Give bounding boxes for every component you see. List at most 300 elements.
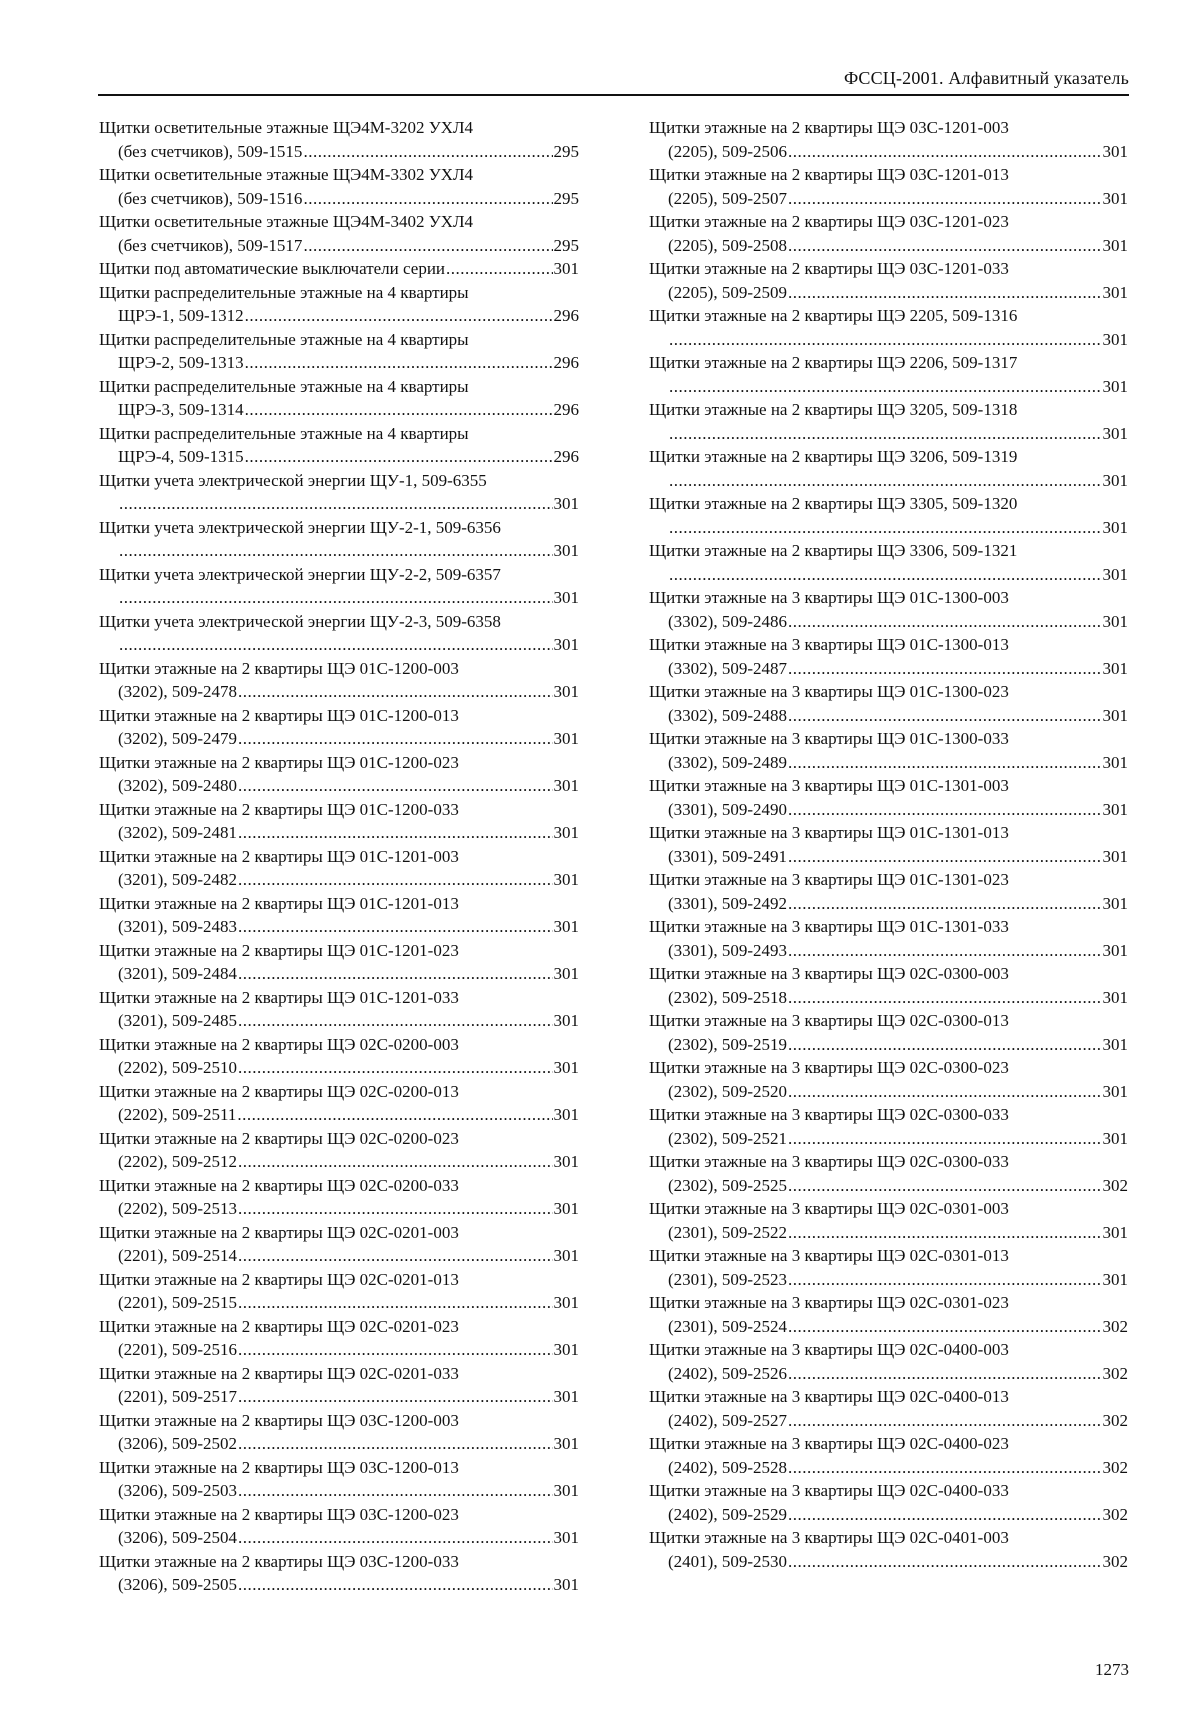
index-entry-code: (2302), 509-2519 (668, 1034, 787, 1054)
index-entry-code: (3206), 509-2504 (118, 1528, 237, 1547)
index-entry-page: 301 (1102, 1081, 1128, 1101)
dot-leader (303, 187, 552, 211)
index-entry-code: (3301), 509-2492 (668, 893, 787, 913)
index-entry-page: 302 (1102, 1175, 1128, 1195)
index-entry (99, 986, 579, 1033)
index-entry-page: 301 (553, 1105, 579, 1124)
dot-leader (788, 657, 1102, 681)
dot-leader (119, 492, 553, 516)
dot-leader (788, 986, 1102, 1010)
index-entry-title: Щитки этажные на 2 квартиры ЩЭ 02С-0200-033 (99, 1175, 459, 1195)
index-entry-title: Щитки этажные на 2 квартиры ЩЭ 02С-0201-023 (99, 1316, 459, 1336)
index-entry-page: 302 (1102, 1457, 1128, 1477)
index-entry (99, 1268, 579, 1315)
index-entry-title: Щитки этажные на 2 квартиры ЩЭ 01С-1200-023 (99, 752, 459, 772)
index-entry-page: 301 (1102, 658, 1128, 678)
index-entry-page: 301 (553, 1293, 579, 1312)
index-entry-code: (2205), 509-2509 (668, 282, 787, 302)
index-entry-page: 301 (1102, 752, 1128, 772)
index-entry (99, 1174, 579, 1221)
dot-leader (788, 1033, 1102, 1057)
index-entry-page: 301 (553, 729, 579, 748)
index-entry-code: (без счетчиков), 509-1517 (118, 235, 303, 255)
dot-leader (303, 234, 552, 258)
index-entry (99, 516, 579, 563)
index-entry-code: (без счетчиков), 509-1516 (118, 188, 303, 208)
index-entry (649, 1385, 1128, 1432)
dot-leader (245, 304, 553, 328)
index-entry-page: 302 (1102, 1551, 1128, 1571)
index-entry-page: 301 (1102, 141, 1128, 161)
dot-leader (446, 257, 552, 281)
index-entry-title: Щитки этажные на 2 квартиры ЩЭ 02С-0201-013 (99, 1269, 459, 1289)
index-entry-page: 301 (553, 776, 579, 795)
dot-leader (119, 586, 553, 610)
index-entry-code: (2302), 509-2521 (668, 1128, 787, 1148)
index-entry-title: Щитки этажные на 2 квартиры ЩЭ 03С-1201-003 (649, 118, 1009, 137)
index-entry-title: Щитки этажные на 2 квартиры ЩЭ 01С-1201-023 (99, 940, 459, 960)
index-entry (99, 657, 579, 704)
index-entry-title: Щитки этажные на 2 квартиры ЩЭ 03С-1200-003 (99, 1410, 459, 1430)
index-entry (649, 821, 1128, 868)
index-entry-page: 301 (1102, 846, 1128, 866)
index-entry-title: Щитки этажные на 2 квартиры ЩЭ 01С-1200-003 (99, 658, 459, 678)
index-entry-page: 301 (1102, 564, 1128, 584)
index-entry-title: Щитки этажные на 2 квартиры ЩЭ 2206, 509-1317 (649, 353, 1018, 372)
index-entry-code: (3206), 509-2505 (118, 1575, 237, 1594)
index-entry-code: (3301), 509-2490 (668, 799, 787, 819)
dot-leader (303, 140, 552, 164)
index-entry (99, 1362, 579, 1409)
index-entry-page: 301 (1102, 282, 1128, 302)
index-entry-page: 301 (553, 870, 579, 889)
index-entry-page: 302 (1102, 1363, 1128, 1383)
index-entry (649, 1103, 1128, 1150)
page-header-title: ФССЦ-2001. Алфавитный указатель (843, 68, 1129, 88)
dot-leader (238, 868, 553, 892)
index-entry-title: Щитки этажные на 2 квартиры ЩЭ 2205, 509-1316 (649, 306, 1018, 325)
index-entry-title: Щитки осветительные этажные ЩЭ4М-3402 УХЛ4 (99, 212, 474, 231)
index-entry-title: Щитки этажные на 2 квартиры ЩЭ 03С-1201-033 (649, 259, 1009, 278)
index-entry-title: Щитки распределительные этажные на 4 квартиры (99, 329, 469, 349)
index-entry-code: (2202), 509-2510 (118, 1058, 237, 1077)
index-entry-title: Щитки этажные на 2 квартиры ЩЭ 01С-1201-003 (99, 846, 459, 866)
index-entry-title: Щитки распределительные этажные на 4 квартиры (99, 282, 469, 302)
index-entry-code: (2301), 509-2523 (668, 1269, 787, 1289)
index-entry (649, 915, 1128, 962)
index-entry-code: (2202), 509-2512 (118, 1152, 237, 1171)
index-entry-code: (2302), 509-2520 (668, 1081, 787, 1101)
index-entry-code: (2302), 509-2525 (668, 1175, 787, 1195)
index-entry-title: Щитки учета электрической энергии ЩУ-1, 509-6355 (99, 470, 487, 490)
dot-leader (788, 1080, 1102, 1104)
index-entry-page: 295 (553, 141, 579, 161)
index-entry-title: Щитки осветительные этажные ЩЭ4М-3202 УХЛ4 (99, 118, 474, 137)
index-entry (99, 751, 579, 798)
index-entry (649, 1526, 1128, 1573)
dot-leader (669, 563, 1102, 587)
index-entry-code: ЩРЭ-4, 509-1315 (118, 447, 244, 466)
dot-leader (788, 187, 1102, 211)
index-entry (649, 1009, 1128, 1056)
dot-leader (238, 1291, 553, 1315)
index-entry-title: Щитки распределительные этажные на 4 квартиры (99, 376, 469, 396)
index-entry-code: (3302), 509-2489 (668, 752, 787, 772)
index-entry-code: ЩРЭ-2, 509-1313 (118, 353, 244, 372)
dot-leader (238, 727, 553, 751)
index-entry-title: Щитки этажные на 3 квартиры ЩЭ 02С-0301-003 (649, 1199, 1009, 1218)
index-entry-page: 301 (553, 964, 579, 983)
index-entry (99, 1127, 579, 1174)
dot-leader (238, 1385, 553, 1409)
dot-leader (669, 516, 1102, 540)
index-entry-page: 301 (1102, 893, 1128, 913)
dot-leader (788, 1409, 1102, 1433)
index-entry-title: Щитки этажные на 3 квартиры ЩЭ 01С-1301-003 (649, 776, 1009, 795)
index-entry-title: Щитки этажные на 2 квартиры ЩЭ 01С-1201-033 (99, 987, 459, 1007)
dot-leader (238, 1009, 553, 1033)
index-entry-code: (2301), 509-2522 (668, 1222, 787, 1242)
index-entry (649, 116, 1128, 163)
index-entry (649, 539, 1128, 586)
index-entry-page: 301 (553, 259, 579, 278)
index-entry-page: 301 (1102, 1222, 1128, 1242)
index-entry (99, 1550, 579, 1597)
index-entry-code: (2402), 509-2526 (668, 1363, 787, 1383)
index-entry-code: (без счетчиков), 509-1515 (118, 141, 303, 161)
dot-leader (238, 774, 553, 798)
dot-leader (788, 798, 1102, 822)
index-entry-page: 301 (553, 1199, 579, 1218)
index-entry (649, 351, 1128, 398)
dot-leader (245, 445, 553, 469)
index-entry-title: Щитки этажные на 3 квартиры ЩЭ 01С-1300-003 (649, 588, 1009, 607)
index-entry-page: 295 (553, 235, 579, 255)
index-entry (649, 962, 1128, 1009)
index-entry (99, 163, 579, 210)
dot-leader (788, 1268, 1102, 1292)
dot-leader (238, 1244, 553, 1268)
dot-leader (788, 939, 1102, 963)
index-entry-page: 301 (1102, 376, 1128, 396)
dot-leader (788, 892, 1102, 916)
index-entry-title: Щитки этажные на 2 квартиры ЩЭ 03С-1201-023 (649, 212, 1009, 231)
index-entry-page: 301 (553, 1434, 579, 1453)
dot-leader (119, 633, 553, 657)
dot-leader (238, 1526, 553, 1550)
index-entry-page: 301 (1102, 705, 1128, 725)
index-entry-code: (2302), 509-2518 (668, 987, 787, 1007)
index-entry-page: 301 (1102, 799, 1128, 819)
index-entry (99, 1221, 579, 1268)
dot-leader (669, 375, 1102, 399)
dot-leader (669, 469, 1102, 493)
index-entry-code: (3201), 509-2484 (118, 964, 237, 983)
index-entry (99, 1033, 579, 1080)
index-entry-page: 302 (1102, 1316, 1128, 1336)
index-entry-page: 301 (553, 1575, 579, 1594)
dot-leader (788, 281, 1102, 305)
index-entry-code: (2202), 509-2513 (118, 1199, 237, 1218)
index-entry-page: 301 (1102, 940, 1128, 960)
index-entry-code: (3202), 509-2479 (118, 729, 237, 748)
index-entry-code: (3302), 509-2486 (668, 611, 787, 631)
page-number: 1273 (1095, 1660, 1129, 1679)
index-entry-page: 296 (553, 353, 579, 372)
index-entry (99, 375, 579, 422)
index-entry-page: 301 (1102, 611, 1128, 631)
index-entry-title: Щитки этажные на 3 квартиры ЩЭ 02С-0300-033 (649, 1152, 1009, 1171)
index-entry-title: Щитки этажные на 2 квартиры ЩЭ 02С-0200-013 (99, 1081, 459, 1101)
index-entry-title: Щитки этажные на 3 квартиры ЩЭ 02С-0401-003 (649, 1528, 1009, 1547)
index-entry (649, 680, 1128, 727)
index-entry-title: Щитки учета электрической энергии ЩУ-2-1, 509-6356 (99, 517, 501, 537)
dot-leader (238, 1197, 553, 1221)
dot-leader (238, 1338, 553, 1362)
index-entry-page: 301 (553, 1152, 579, 1171)
index-entry-title: Щитки этажные на 3 квартиры ЩЭ 01С-1300-023 (649, 682, 1009, 701)
index-entry-page: 301 (1102, 517, 1128, 537)
index-entry (649, 163, 1128, 210)
index-entry-page: 301 (553, 1058, 579, 1077)
index-entry-title: Щитки этажные на 2 квартиры ЩЭ 01С-1201-013 (99, 893, 459, 913)
index-entry-page: 301 (1102, 470, 1128, 490)
index-entry-code: (2201), 509-2514 (118, 1246, 237, 1265)
index-column-right (649, 116, 1128, 1573)
index-entry (649, 492, 1128, 539)
index-entry-title: Щитки этажные на 2 квартиры ЩЭ 03С-1200-033 (99, 1551, 459, 1571)
index-entry-code: (3302), 509-2487 (668, 658, 787, 678)
index-entry-code: (2201), 509-2516 (118, 1340, 237, 1359)
index-entry (99, 939, 579, 986)
index-entry (649, 774, 1128, 821)
index-entry-page: 301 (553, 917, 579, 936)
dot-leader (119, 539, 553, 563)
index-entry-title: Щитки этажные на 3 квартиры ЩЭ 02С-0300-023 (649, 1058, 1009, 1077)
index-entry (99, 798, 579, 845)
index-entry-page: 301 (1102, 423, 1128, 443)
index-entry-title: Щитки этажные на 3 квартиры ЩЭ 02С-0400-013 (649, 1387, 1009, 1406)
index-entry (99, 1456, 579, 1503)
dot-leader (788, 1550, 1102, 1574)
index-entry-title: Щитки распределительные этажные на 4 квартиры (99, 423, 469, 443)
index-entry (649, 257, 1128, 304)
index-entry-title: Щитки этажные на 3 квартиры ЩЭ 01С-1301-033 (649, 917, 1009, 936)
index-entry-code: (3206), 509-2503 (118, 1481, 237, 1500)
index-entry-title: Щитки этажные на 2 квартиры ЩЭ 3306, 509-1321 (649, 541, 1018, 560)
index-entry-page: 301 (1102, 235, 1128, 255)
index-entry-title: Щитки этажные на 3 квартиры ЩЭ 01С-1300-013 (649, 635, 1009, 654)
index-entry-code: (2202), 509-2511 (118, 1105, 237, 1124)
index-entry-title: Щитки этажные на 2 квартиры ЩЭ 3205, 509-1318 (649, 400, 1018, 419)
index-entry (649, 1479, 1128, 1526)
dot-leader (238, 1150, 553, 1174)
index-entry-title: Щитки этажные на 3 квартиры ЩЭ 02С-0301-013 (649, 1246, 1009, 1265)
index-entry-page: 301 (553, 541, 579, 560)
index-entry-title: Щитки этажные на 2 квартиры ЩЭ 3206, 509-1319 (649, 447, 1018, 466)
index-entry-title: Щитки этажные на 2 квартиры ЩЭ 03С-1200-023 (99, 1504, 459, 1524)
index-entry-page: 301 (553, 823, 579, 842)
index-entry-title: Щитки этажные на 2 квартиры ЩЭ 01С-1200-013 (99, 705, 459, 725)
dot-leader (788, 1315, 1102, 1339)
index-entry-title: Щитки этажные на 3 квартиры ЩЭ 01С-1301-013 (649, 823, 1009, 842)
index-entry-page: 301 (553, 1246, 579, 1265)
index-entry (99, 281, 579, 328)
index-entry-code: ЩРЭ-1, 509-1312 (118, 306, 244, 325)
index-entry-title: Щитки этажные на 2 квартиры ЩЭ 3305, 509-1320 (649, 494, 1018, 513)
dot-leader (238, 1479, 553, 1503)
index-entry-code: (2201), 509-2515 (118, 1293, 237, 1312)
page-header (98, 66, 1129, 96)
index-entry (649, 1197, 1128, 1244)
dot-leader (238, 680, 553, 704)
index-entry-page: 301 (553, 1340, 579, 1359)
index-entry-page: 301 (553, 635, 579, 654)
index-entry-page: 301 (1102, 1128, 1128, 1148)
index-entry-code: (3201), 509-2485 (118, 1011, 237, 1030)
dot-leader (788, 140, 1102, 164)
index-entry-page: 302 (1102, 1504, 1128, 1524)
index-entry-code: (2402), 509-2528 (668, 1457, 787, 1477)
index-entry (649, 633, 1128, 680)
index-entry-code: (2402), 509-2527 (668, 1410, 787, 1430)
index-entry (99, 1409, 579, 1456)
index-entry (99, 116, 579, 163)
index-entry-code: (2401), 509-2530 (668, 1551, 787, 1571)
index-entry (99, 845, 579, 892)
dot-leader (245, 398, 553, 422)
dot-leader (788, 751, 1102, 775)
index-entry-code: (3201), 509-2482 (118, 870, 237, 889)
dot-leader (669, 422, 1102, 446)
index-entry-title: Щитки этажные на 2 квартиры ЩЭ 02С-0200-023 (99, 1128, 459, 1148)
index-entry (649, 304, 1128, 351)
index-entry-title: Щитки этажные на 3 квартиры ЩЭ 02С-0300-003 (649, 964, 1009, 983)
index-entry-page: 301 (553, 682, 579, 701)
dot-leader (237, 1103, 552, 1127)
index-entry-title: Щитки этажные на 2 квартиры ЩЭ 03С-1201-013 (649, 165, 1009, 184)
index-entry (649, 1338, 1128, 1385)
index-entry-code: (3202), 509-2480 (118, 776, 237, 795)
index-entry-code: (3301), 509-2491 (668, 846, 787, 866)
index-entry-title: Щитки этажные на 2 квартиры ЩЭ 02С-0200-003 (99, 1034, 459, 1054)
dot-leader (669, 328, 1102, 352)
index-entry-code: (2205), 509-2506 (668, 141, 787, 161)
index-entry (99, 1503, 579, 1550)
index-entry-title: Щитки этажные на 3 квартиры ЩЭ 01С-1300-033 (649, 729, 1009, 748)
index-entry-title: Щитки этажные на 3 квартиры ЩЭ 02С-0300-033 (649, 1105, 1009, 1124)
dot-leader (788, 234, 1102, 258)
dot-leader (788, 1221, 1102, 1245)
index-entry-code: ЩРЭ-3, 509-1314 (118, 400, 244, 419)
index-entry (99, 257, 579, 281)
index-entry-page: 301 (1102, 1034, 1128, 1054)
dot-leader (788, 704, 1102, 728)
dot-leader (788, 1362, 1102, 1386)
index-entry-page: 301 (553, 1387, 579, 1406)
index-entry (99, 469, 579, 516)
index-entry-page: 295 (553, 188, 579, 208)
index-entry-page: 296 (553, 400, 579, 419)
index-entry-title: Щитки этажные на 3 квартиры ЩЭ 02С-0400-033 (649, 1481, 1009, 1500)
index-entry (99, 1315, 579, 1362)
dot-leader (245, 351, 553, 375)
index-entry-title: Щитки учета электрической энергии ЩУ-2-2, 509-6357 (99, 564, 501, 584)
dot-leader (238, 1432, 553, 1456)
dot-leader (788, 1503, 1102, 1527)
dot-leader (238, 1056, 553, 1080)
index-entry-page: 301 (1102, 1269, 1128, 1289)
index-entry-code: (3202), 509-2481 (118, 823, 237, 842)
index-entry-title: Щитки осветительные этажные ЩЭ4М-3302 УХЛ4 (99, 165, 474, 184)
dot-leader (238, 962, 553, 986)
index-entry-title: Щитки учета электрической энергии ЩУ-2-3, 509-6358 (99, 611, 501, 631)
index-entry-title: Щитки под автоматические выключатели серии (99, 259, 446, 278)
index-entry-title: Щитки этажные на 2 квартиры ЩЭ 02С-0201-033 (99, 1363, 459, 1383)
index-entry-page: 301 (1102, 987, 1128, 1007)
index-entry-title: Щитки этажные на 3 квартиры ЩЭ 02С-0301-023 (649, 1293, 1009, 1312)
index-entry (649, 1056, 1128, 1103)
index-entry-page: 301 (553, 1528, 579, 1547)
index-entry-title: Щитки этажные на 3 квартиры ЩЭ 01С-1301-023 (649, 870, 1009, 889)
index-entry-page: 301 (553, 494, 579, 513)
index-entry (99, 422, 579, 469)
index-entry (99, 610, 579, 657)
dot-leader (788, 1174, 1102, 1198)
index-entry (649, 398, 1128, 445)
index-entry (99, 704, 579, 751)
index-entry-code: (2201), 509-2517 (118, 1387, 237, 1406)
index-entry (649, 1291, 1128, 1338)
dot-leader (788, 1456, 1102, 1480)
index-entry (649, 1244, 1128, 1291)
dot-leader (238, 915, 553, 939)
index-entry-title: Щитки этажные на 3 квартиры ЩЭ 02С-0400-003 (649, 1340, 1009, 1359)
index-entry-code: (2205), 509-2507 (668, 188, 787, 208)
index-entry-page: 296 (553, 447, 579, 466)
index-entry-code: (3206), 509-2502 (118, 1434, 237, 1453)
index-entry-code: (3301), 509-2493 (668, 940, 787, 960)
index-entry-code: (2402), 509-2529 (668, 1504, 787, 1524)
index-entry-page: 301 (1102, 329, 1128, 349)
index-entry-code: (2205), 509-2508 (668, 235, 787, 255)
index-entry-code: (2301), 509-2524 (668, 1316, 787, 1336)
index-entry (649, 586, 1128, 633)
index-entry-code: (3302), 509-2488 (668, 705, 787, 725)
dot-leader (788, 845, 1102, 869)
index-entry (649, 868, 1128, 915)
index-column-left (99, 116, 579, 1597)
index-entry (99, 1080, 579, 1127)
dot-leader (238, 1573, 553, 1597)
index-entry (649, 1150, 1128, 1197)
dot-leader (788, 610, 1102, 634)
dot-leader (238, 821, 553, 845)
index-entry (649, 727, 1128, 774)
index-entry-page: 301 (553, 1481, 579, 1500)
index-entry (99, 892, 579, 939)
index-entry-code: (3201), 509-2483 (118, 917, 237, 936)
index-entry-code: (3202), 509-2478 (118, 682, 237, 701)
index-entry (649, 1432, 1128, 1479)
index-entry-page: 301 (553, 1011, 579, 1030)
index-entry-page: 302 (1102, 1410, 1128, 1430)
index-entry (99, 328, 579, 375)
index-entry-title: Щитки этажные на 3 квартиры ЩЭ 02С-0400-023 (649, 1434, 1009, 1453)
index-entry (99, 563, 579, 610)
index-entry-title: Щитки этажные на 3 квартиры ЩЭ 02С-0300-013 (649, 1011, 1009, 1030)
index-entry-title: Щитки этажные на 2 квартиры ЩЭ 01С-1200-033 (99, 799, 459, 819)
